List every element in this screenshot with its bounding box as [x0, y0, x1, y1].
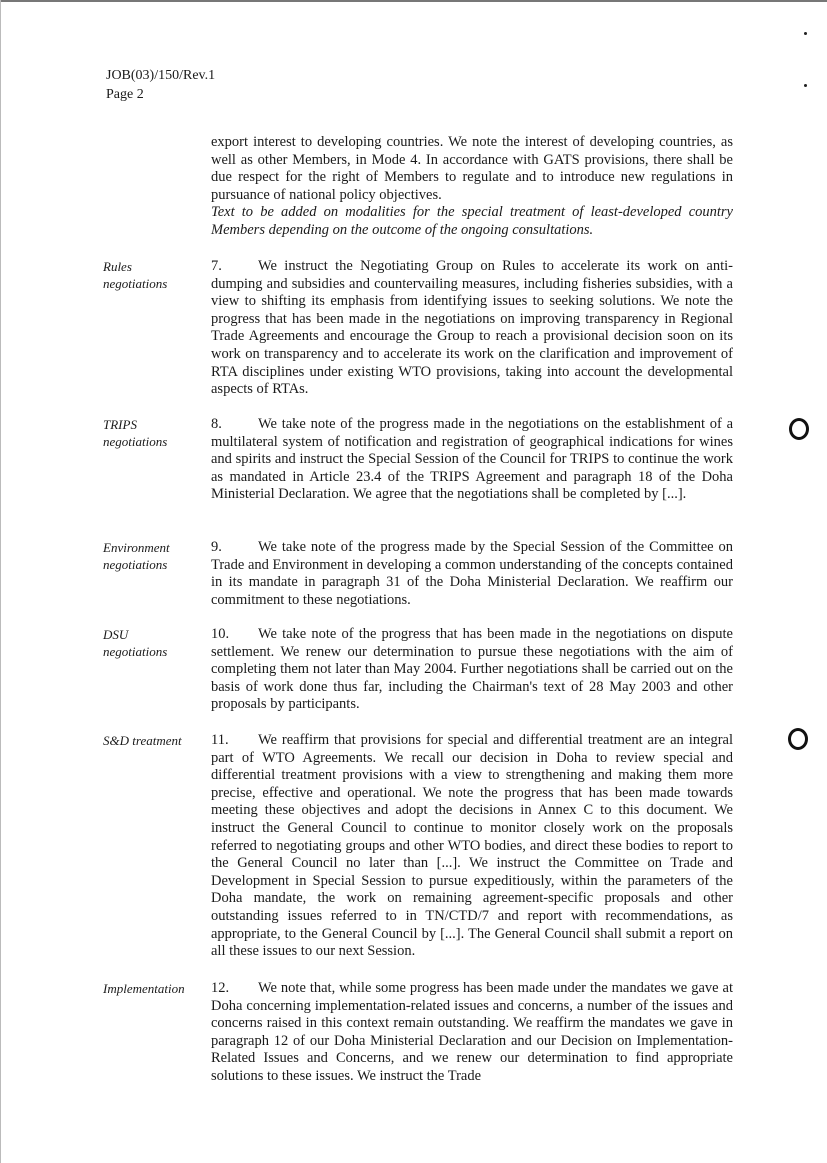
scan-top-edge	[0, 0, 827, 2]
paragraph-8	[211, 416, 733, 504]
paragraph-text: We take note of the progress made by the Special Session of the Committee on Trade and Environment in developing a common understanding of the concepts contained in its mandate in paragraph 31 of the Doha Ministerial Declaration. We reaffirm our commitment to these negotiations.	[211, 539, 733, 608]
continuation-paragraph	[211, 134, 733, 240]
scan-left-edge	[0, 0, 1, 1163]
margin-heading-sd-treatment: S&D treatment	[103, 733, 182, 748]
paragraph-text: We take note of the progress that has been made in the negotiations on dispute settlement. We renew our determination to pursue these negotiations with the aim of completing them not later than May 2004. Further negotiations shall be carried out on the basis of work done thus far, including the Chairman's text of 28 May 2003 and other proposals by participants.	[211, 626, 733, 713]
paragraph-12	[211, 980, 733, 1086]
paragraph-number: 9.	[211, 539, 222, 555]
paragraph-9	[211, 539, 733, 609]
margin-heading-environment: Environment negotiations	[103, 540, 170, 572]
punch-hole	[788, 728, 808, 750]
paragraph-text: We note that, while some progress has been made under the mandates we gave at Doha concerning implementation-related issues and concerns, a number of the issues and concerns raised in this context remain outstanding. We reaffirm the mandates we gave in paragraph 12 of our Doha Ministerial Declaration and our Decision on Implementation-Related Issues and Concerns, and we renew our determination to find appropriate solutions to these issues. We instruct the Trade	[211, 980, 733, 1084]
scan-speck	[804, 84, 807, 87]
paragraph-number: 12.	[211, 980, 230, 996]
paragraph-number: 10.	[211, 626, 230, 642]
paragraph-number: 7.	[211, 258, 222, 274]
page-header	[106, 66, 215, 104]
margin-heading-rules: Rules negotiations	[103, 259, 168, 291]
document-reference: JOB(03)/150/Rev.1	[106, 68, 216, 83]
paragraph-text: We reaffirm that provisions for special and differential treatment are an integral part of WTO Agreements. We recall our decision in Doha to review special and differential treatment provisions with a view to strengthening and making them more precise, effective and operational. We note the progress that has been made towards meeting these objectives and adopt the decisions in Annex C to this document. We instruct the General Council to continue to monitor closely work on the proposals referred to negotiating groups and other WTO bodies, and direct these bodies to report to the General Council no later than [...]. We instruct the Committee on Trade and Development in Special Session to pursue expeditiously, within the parameters of the Doha mandate, the work on remaining agreement-specific proposals and other outstanding issues referred to in TN/CTD/7 and report with recommendations, as appropriate, to the General Council by [...]. The General Council shall submit a report on all these issues to our next Session.	[211, 732, 733, 960]
margin-heading-dsu: DSU negotiations	[103, 627, 168, 659]
paragraph-7	[211, 258, 733, 399]
paragraph-10	[211, 626, 733, 714]
punch-hole	[789, 418, 809, 440]
margin-heading-implementation: Implementation	[103, 981, 185, 996]
paragraph-text: We take note of the progress made in the negotiations on the establishment of a multilateral system of notification and registration of geographical indications for wines and spirits and instruct the Special Session of the Council for TRIPS to continue the work as mandated in Article 23.4 of the TRIPS Agreement and paragraph 18 of the Doha Ministerial Declaration. We agree that the negotiations shall be completed by [...].	[211, 416, 733, 503]
continuation-text: export interest to developing countries. We note the interest of developing countries, as well as other Members, in Mode 4. In accordance with GATS provisions, there shall be due respect for the right of Members to regulate and to introduce new regulations in pursuance of national policy objectives.	[211, 134, 733, 203]
paragraph-number: 11.	[211, 732, 229, 748]
paragraph-number: 8.	[211, 416, 222, 432]
page-number: Page 2	[106, 87, 144, 102]
italic-note: Text to be added on modalities for the special treatment of least-developed country Members depending on the outcome of the ongoing consultations.	[211, 204, 733, 238]
scan-speck	[804, 32, 807, 35]
margin-heading-trips: TRIPS negotiations	[103, 417, 168, 449]
paragraph-11	[211, 732, 733, 961]
paragraph-text: We instruct the Negotiating Group on Rules to accelerate its work on anti-dumping and subsidies and countervailing measures, including fisheries subsidies, with a view to shifting its emphasis from identifying issues to seeking solutions. We note the progress that has been made in the negotiations on improving transparency in Regional Trade Agreements and encourage the Group to reach a provisional decision soon on its work on transparency and to accelerate its work on the clarification and improvement of RTA disciplines under existing WTO provisions, taking into account the developmental aspects of RTAs.	[211, 258, 733, 398]
